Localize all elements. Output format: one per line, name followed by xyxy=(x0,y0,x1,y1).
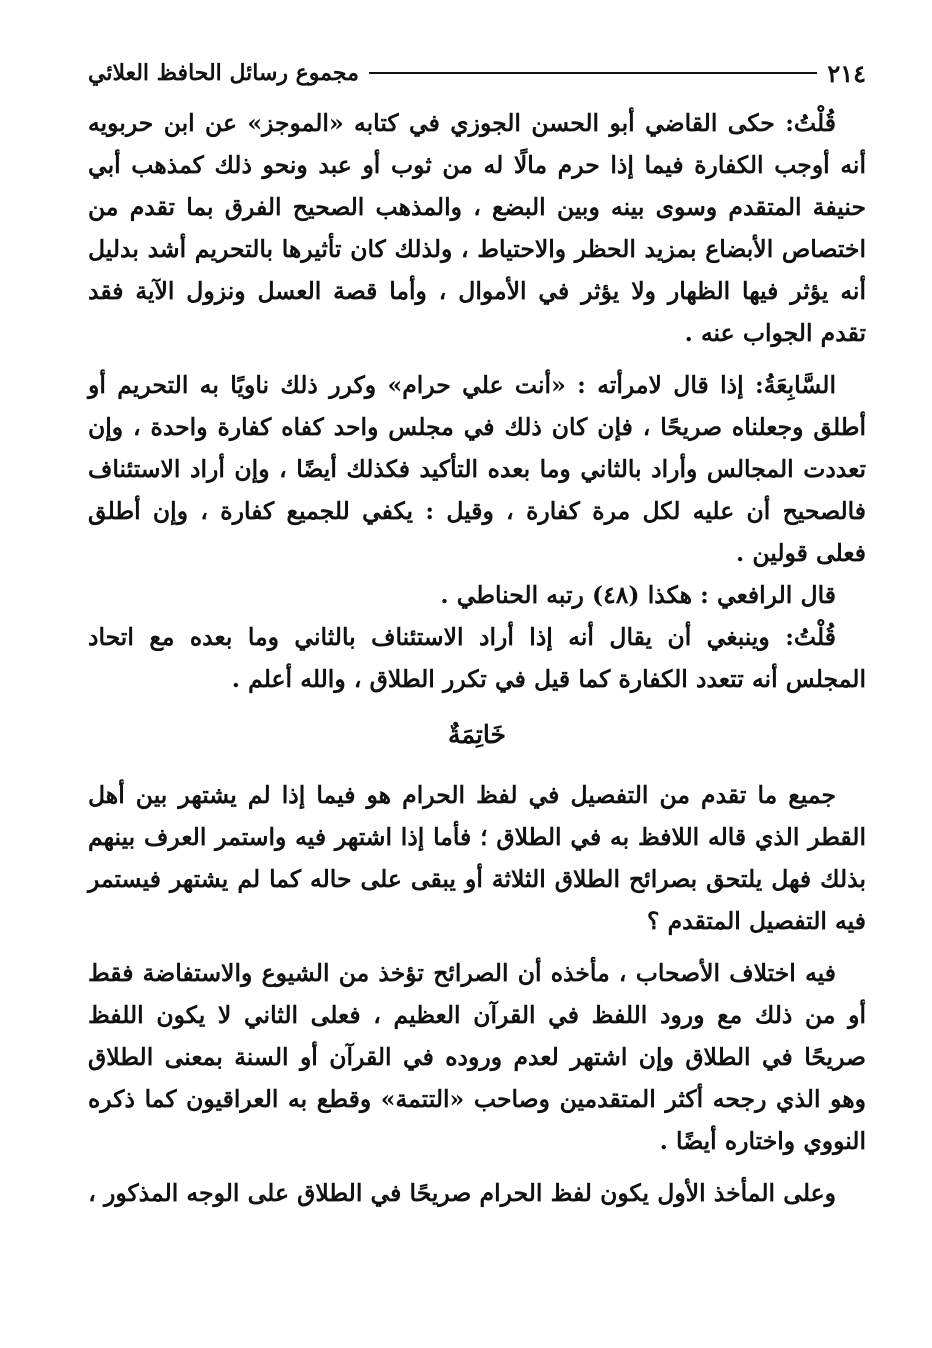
spacer xyxy=(88,354,866,364)
section-heading: خَاتِمَةٌ xyxy=(448,720,506,749)
paragraph-qultu-2 xyxy=(88,616,866,700)
paragraph-closing-2: فيه اختلاف الأصحاب ، مأخذه أن الصرائح تؤخذ من الشيوع والاستفاضة فقط أو من ذلك مع ورود اللفظ في القرآن العظيم ، فعلى الثاني لا يكون اللفظ صريحًا في الطلاق وإن اشتهر لعدم وروده في القرآن أو السنة بمعنى الطلاق وهو الذي رجحه أكثر المتقدمين وصاحب «التتمة» وقطع به العراقيون كما ذكره النووي واختاره أيضًا . xyxy=(88,959,866,1155)
paragraph-qultu-1 xyxy=(88,102,866,354)
paragraph-closing-3: وعلى المأخذ الأول يكون لفظ الحرام صريحًا في الطلاق على الوجه المذكور ، xyxy=(88,1179,836,1207)
paragraph-text: حكى القاضي أبو الحسن الجوزي في كتابه «الموجز» عن ابن حربويه أنه أوجب الكفارة فيما إذا حرم مالًا له من ثوب أو عبد ونحو ذلك كمذهب أبي حنيفة المتقدم وسوى بينه وبين البضع ، والمذهب الصحيح الفرق بما تقدم من اختصاص الأبضاع بمزيد الحظر والاحتياط ، ولذلك كان تأثيرها بالتحريم أشد بدليل أنه يؤثر فيها الظهار ولا يؤثر في الأموال ، وأما قصة العسل ونزول الآية فقد تقدم الجواب عنه . xyxy=(88,109,866,347)
paragraph-text: قال الرافعي : هكذا (٤٨) رتبه الحناطي . xyxy=(440,581,836,609)
paragraph-seventh xyxy=(88,364,866,574)
paragraph-lead: قُلْتُ: xyxy=(785,623,836,651)
body-text xyxy=(88,102,866,1214)
paragraph-text: إذا قال لامرأته : «أنت علي حرام» وكرر ذلك ناويًا به التحريم أو أطلق وجعلناه صريحًا ، فإن كان ذلك في مجلس واحد كفاه كفارة واحدة ، وإن تعددت المجالس وأراد بالثاني وما بعده التأكيد فكذلك أيضًا ، وإن أراد الاستئناف فالصحيح أن عليه لكل مرة كفارة ، وقيل : يكفي للجميع كفارة ، وإن أطلق فعلى قولين . xyxy=(88,371,866,567)
paragraph-closing-1: جميع ما تقدم من التفصيل في لفظ الحرام هو فيما إذا لم يشتهر بين أهل القطر الذي قاله اللافظ به في الطلاق ؛ فأما إذا اشتهر فيه واستمر العرف بينهم بذلك فهل يلتحق بصرائح الطلاق الثلاثة أو يبقى على حاله كما لم يشتهر فيستمر فيه التفصيل المتقدم ؟ xyxy=(88,781,866,935)
paragraph-lead: السَّابِعَةُ: xyxy=(755,371,836,399)
paragraph-rafii xyxy=(88,574,866,616)
spacer xyxy=(88,1162,866,1172)
book-page xyxy=(88,52,866,1332)
spacer xyxy=(88,942,866,952)
running-title: مجموع رسائل الحافظ العلائي xyxy=(88,60,359,86)
page-number: ٢١٤ xyxy=(827,58,866,88)
paragraph-text: وينبغي أن يقال أنه إذا أراد الاستئناف بالثاني وما بعده مع اتحاد المجلس أنه تتعدد الكفارة كما قيل في تكرر الطلاق ، والله أعلم . xyxy=(88,623,866,693)
paragraph-lead: قُلْتُ: xyxy=(785,109,836,137)
header-rule xyxy=(369,72,817,74)
page-header xyxy=(88,56,866,90)
